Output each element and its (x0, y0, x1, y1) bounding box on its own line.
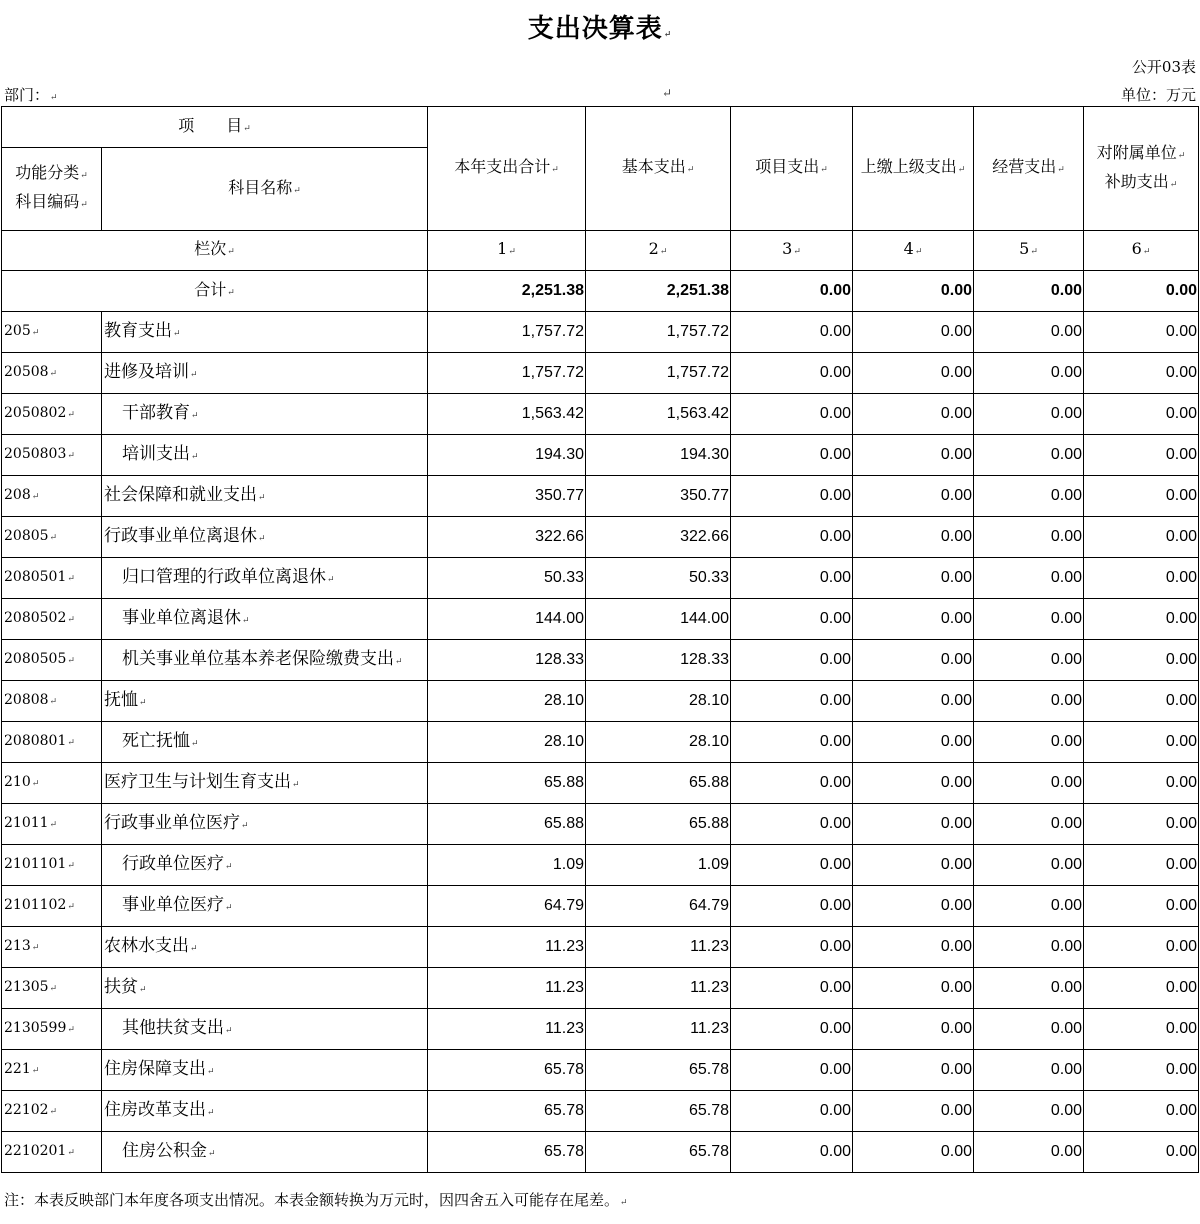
header-col5: 经营支出↵ (974, 107, 1084, 231)
paragraph-mark-icon: ↵ (67, 861, 75, 871)
paragraph-mark-icon: ↵ (327, 574, 335, 585)
total-value: 0.00 (1084, 271, 1199, 312)
row-name: 机关事业单位基本养老保险缴费支出↵ (102, 640, 428, 681)
paragraph-mark-icon: ↵ (242, 615, 250, 626)
row-value-v3: 0.00 (731, 681, 853, 722)
paragraph-mark-icon: ↵ (67, 574, 75, 584)
row-value-v3: 0.00 (731, 722, 853, 763)
paragraph-mark-icon: ↵ (241, 820, 249, 831)
table-row (2, 353, 1199, 394)
table-row (2, 599, 1199, 640)
row-value-v6: 0.00 (1084, 312, 1199, 353)
row-name: 事业单位离退休↵ (102, 599, 428, 640)
row-value-v2: 28.10 (586, 722, 731, 763)
paragraph-mark-icon: ↵ (49, 984, 58, 994)
row-value-v1: 28.10 (428, 681, 586, 722)
row-name: 住房保障支出↵ (102, 1050, 428, 1091)
row-value-v2: 194.30 (586, 435, 731, 476)
row-value-v5: 0.00 (974, 1091, 1084, 1132)
row-name: 死亡抚恤↵ (102, 722, 428, 763)
column-number: 6↵ (1084, 231, 1199, 271)
table-row (2, 927, 1199, 968)
row-value-v2: 1,757.72 (586, 353, 731, 394)
row-value-v2: 11.23 (586, 968, 731, 1009)
row-value-v1: 11.23 (428, 927, 586, 968)
column-number: 4↵ (853, 231, 974, 271)
row-name: 其他扶贫支出↵ (102, 1009, 428, 1050)
paragraph-mark-icon: ↵ (67, 410, 75, 420)
row-value-v5: 0.00 (974, 640, 1084, 681)
paragraph-mark-icon: ↵ (957, 165, 966, 175)
paragraph-mark-icon: ↵ (191, 451, 199, 462)
row-value-v2: 28.10 (586, 681, 731, 722)
row-value-v1: 50.33 (428, 558, 586, 599)
row-value-v2: 65.88 (586, 804, 731, 845)
row-value-v2: 322.66 (586, 517, 731, 558)
paragraph-mark-icon: ↵ (225, 902, 233, 913)
header-col6: 对附属单位↵ 补助支出↵ (1084, 107, 1199, 231)
row-value-v6: 0.00 (1084, 558, 1199, 599)
row-value-v4: 0.00 (853, 394, 974, 435)
row-value-v3: 0.00 (731, 599, 853, 640)
paragraph-mark-icon: ↵ (914, 247, 923, 257)
paragraph-mark-icon: ↵ (191, 410, 199, 421)
paragraph-mark-icon: ↵ (49, 369, 58, 379)
column-order-label: 栏次↵ (2, 231, 428, 271)
row-value-v3: 0.00 (731, 640, 853, 681)
row-code: 2101102↵ (2, 886, 102, 927)
row-value-v2: 1.09 (586, 845, 731, 886)
table-row (2, 1091, 1199, 1132)
total-value: 0.00 (731, 271, 853, 312)
row-value-v3: 0.00 (731, 312, 853, 353)
paragraph-mark-icon: ↵ (49, 820, 58, 830)
paragraph-mark-icon: ↵ (1057, 165, 1065, 175)
row-code: 210↵ (2, 763, 102, 804)
row-value-v1: 65.78 (428, 1132, 586, 1173)
row-value-v4: 0.00 (853, 927, 974, 968)
row-value-v3: 0.00 (731, 1132, 853, 1173)
row-name: 扶贫↵ (102, 968, 428, 1009)
paragraph-mark-icon: ↵ (293, 185, 301, 196)
row-value-v5: 0.00 (974, 968, 1084, 1009)
table-row (2, 968, 1199, 1009)
paragraph-mark-icon: ↵ (67, 1025, 75, 1035)
row-code: 2130599↵ (2, 1009, 102, 1050)
row-value-v2: 350.77 (586, 476, 731, 517)
paragraph-mark-icon: ↵ (49, 533, 58, 543)
row-value-v1: 65.88 (428, 804, 586, 845)
row-value-v4: 0.00 (853, 1009, 974, 1050)
row-name: 医疗卫生与计划生育支出↵ (102, 763, 428, 804)
paragraph-mark-icon: ↵ (620, 1198, 628, 1208)
row-code: 20805↵ (2, 517, 102, 558)
row-value-v4: 0.00 (853, 312, 974, 353)
row-value-v4: 0.00 (853, 517, 974, 558)
row-value-v5: 0.00 (974, 804, 1084, 845)
table-row (2, 394, 1199, 435)
row-value-v6: 0.00 (1084, 804, 1199, 845)
paragraph-mark-icon: ↵ (80, 200, 88, 210)
table-row (2, 558, 1199, 599)
column-number: 1↵ (428, 231, 586, 271)
table-row (2, 845, 1199, 886)
paragraph-mark-icon: ↵ (395, 656, 403, 667)
row-value-v2: 50.33 (586, 558, 731, 599)
row-value-v6: 0.00 (1084, 886, 1199, 927)
row-value-v1: 28.10 (428, 722, 586, 763)
paragraph-mark-icon: ↵ (508, 247, 516, 257)
row-value-v1: 11.23 (428, 968, 586, 1009)
column-number: 5↵ (974, 231, 1084, 271)
row-value-v5: 0.00 (974, 558, 1084, 599)
paragraph-mark-icon: ↵ (227, 247, 235, 257)
row-value-v3: 0.00 (731, 476, 853, 517)
row-value-v2: 1,757.72 (586, 312, 731, 353)
expenditure-table (1, 106, 1199, 1173)
row-value-v5: 0.00 (974, 1050, 1084, 1091)
row-value-v6: 0.00 (1084, 476, 1199, 517)
header-col1: 本年支出合计↵ (428, 107, 586, 231)
paragraph-mark-icon: ↵ (1169, 179, 1178, 190)
row-value-v1: 194.30 (428, 435, 586, 476)
row-value-v1: 1,757.72 (428, 353, 586, 394)
row-value-v6: 0.00 (1084, 435, 1199, 476)
row-name: 住房公积金↵ (102, 1132, 428, 1173)
row-value-v1: 1,757.72 (428, 312, 586, 353)
row-value-v2: 1,563.42 (586, 394, 731, 435)
paragraph-mark-icon: ↵ (67, 738, 75, 748)
row-value-v4: 0.00 (853, 886, 974, 927)
paragraph-mark-icon: ↵ (1030, 247, 1038, 257)
row-value-v4: 0.00 (853, 968, 974, 1009)
row-value-v6: 0.00 (1084, 927, 1199, 968)
table-row (2, 886, 1199, 927)
row-value-v2: 65.78 (586, 1091, 731, 1132)
row-value-v6: 0.00 (1084, 845, 1199, 886)
paragraph-mark-icon: ↵ (1142, 247, 1151, 257)
row-value-v4: 0.00 (853, 558, 974, 599)
row-value-v5: 0.00 (974, 886, 1084, 927)
page-title: 支出决算表↵ (527, 14, 673, 44)
paragraph-mark-icon: ↵ (67, 1148, 75, 1158)
row-value-v6: 0.00 (1084, 1009, 1199, 1050)
row-value-v2: 128.33 (586, 640, 731, 681)
paragraph-mark-icon: ↵ (67, 615, 75, 625)
row-name: 进修及培训↵ (102, 353, 428, 394)
row-value-v6: 0.00 (1084, 968, 1199, 1009)
paragraph-mark-icon: ↵ (31, 328, 40, 338)
total-row (2, 271, 1199, 312)
row-value-v6: 0.00 (1084, 599, 1199, 640)
table-row (2, 435, 1199, 476)
row-name: 事业单位医疗↵ (102, 886, 428, 927)
column-number: 3↵ (731, 231, 853, 271)
row-value-v5: 0.00 (974, 599, 1084, 640)
row-code: 2080501↵ (2, 558, 102, 599)
row-value-v3: 0.00 (731, 804, 853, 845)
table-row (2, 1050, 1199, 1091)
paragraph-mark-icon: ↵ (50, 93, 58, 103)
paragraph-mark-icon: ↵ (67, 451, 75, 461)
row-value-v3: 0.00 (731, 1009, 853, 1050)
row-value-v4: 0.00 (853, 435, 974, 476)
row-value-v3: 0.00 (731, 1050, 853, 1091)
paragraph-mark-icon: ↵ (67, 902, 75, 912)
row-value-v1: 1,563.42 (428, 394, 586, 435)
row-value-v5: 0.00 (974, 1132, 1084, 1173)
row-value-v6: 0.00 (1084, 1132, 1199, 1173)
row-value-v1: 128.33 (428, 640, 586, 681)
row-value-v2: 65.88 (586, 763, 731, 804)
row-name: 行政单位医疗↵ (102, 845, 428, 886)
row-value-v5: 0.00 (974, 517, 1084, 558)
row-value-v6: 0.00 (1084, 1091, 1199, 1132)
row-code: 2101101↵ (2, 845, 102, 886)
paragraph-mark-icon: ↵ (208, 1148, 216, 1159)
row-value-v1: 64.79 (428, 886, 586, 927)
row-code: 2080502↵ (2, 599, 102, 640)
paragraph-mark-icon: ↵ (686, 165, 695, 175)
header-col2: 基本支出↵ (586, 107, 731, 231)
paragraph-mark-icon: ↵ (663, 30, 673, 40)
row-value-v5: 0.00 (974, 435, 1084, 476)
row-value-v2: 65.78 (586, 1132, 731, 1173)
row-value-v5: 0.00 (974, 681, 1084, 722)
paragraph-mark-icon: ↵ (173, 328, 181, 339)
row-value-v6: 0.00 (1084, 681, 1199, 722)
paragraph-mark-icon: ↵ (258, 492, 266, 503)
row-name: 住房改革支出↵ (102, 1091, 428, 1132)
table-number: 公开03表 (1131, 58, 1196, 76)
paragraph-mark-icon: ↵ (793, 247, 801, 257)
row-value-v1: 1.09 (428, 845, 586, 886)
row-value-v1: 144.00 (428, 599, 586, 640)
row-name: 农林水支出↵ (102, 927, 428, 968)
table-row (2, 722, 1199, 763)
row-value-v4: 0.00 (853, 599, 974, 640)
table-row (2, 1132, 1199, 1173)
row-value-v6: 0.00 (1084, 394, 1199, 435)
row-value-v4: 0.00 (853, 1091, 974, 1132)
paragraph-mark-icon: ↵ (207, 1066, 215, 1077)
row-code: 2210201↵ (2, 1132, 102, 1173)
row-code: 2050802↵ (2, 394, 102, 435)
paragraph-mark-icon: ↵ (659, 247, 668, 257)
row-value-v4: 0.00 (853, 804, 974, 845)
table-row (2, 681, 1199, 722)
row-value-v3: 0.00 (731, 1091, 853, 1132)
row-value-v3: 0.00 (731, 517, 853, 558)
row-name: 行政事业单位离退休↵ (102, 517, 428, 558)
row-value-v6: 0.00 (1084, 640, 1199, 681)
row-name: 抚恤↵ (102, 681, 428, 722)
unit-label: 单位：万元 (1120, 86, 1196, 104)
total-value: 0.00 (974, 271, 1084, 312)
row-value-v3: 0.00 (731, 353, 853, 394)
paragraph-mark-icon: ↵ (243, 123, 251, 134)
paragraph-mark-icon: ↵ (139, 697, 147, 708)
table-row (2, 312, 1199, 353)
department-label: 部门：↵ (4, 86, 58, 104)
paragraph-mark-icon: ↵ (820, 165, 828, 175)
row-value-v5: 0.00 (974, 722, 1084, 763)
row-name: 教育支出↵ (102, 312, 428, 353)
row-value-v3: 0.00 (731, 394, 853, 435)
row-value-v3: 0.00 (731, 558, 853, 599)
paragraph-mark-icon: ↵ (292, 779, 300, 790)
row-value-v6: 0.00 (1084, 763, 1199, 804)
total-value: 2,251.38 (586, 271, 731, 312)
row-value-v3: 0.00 (731, 886, 853, 927)
row-value-v1: 65.78 (428, 1091, 586, 1132)
row-value-v2: 65.78 (586, 1050, 731, 1091)
row-code: 205↵ (2, 312, 102, 353)
total-value: 2,251.38 (428, 271, 586, 312)
header-func-code: 功能分类↵ 科目编码↵ (2, 148, 102, 231)
paragraph-mark-icon: ↵ (227, 287, 235, 298)
row-value-v6: 0.00 (1084, 722, 1199, 763)
header-subject-name: 科目名称↵ (102, 148, 428, 231)
row-value-v6: 0.00 (1084, 517, 1199, 558)
paragraph-mark-icon: ↵ (1177, 150, 1186, 161)
header-item: 项 目↵ (2, 107, 428, 148)
row-value-v4: 0.00 (853, 681, 974, 722)
paragraph-mark-icon: ↵ (191, 738, 199, 749)
table-row (2, 517, 1199, 558)
row-value-v4: 0.00 (853, 1050, 974, 1091)
paragraph-mark-icon: ↵ (225, 861, 233, 872)
row-code: 2080801↵ (2, 722, 102, 763)
row-value-v1: 322.66 (428, 517, 586, 558)
row-code: 2080505↵ (2, 640, 102, 681)
row-value-v5: 0.00 (974, 845, 1084, 886)
row-value-v4: 0.00 (853, 476, 974, 517)
row-value-v2: 11.23 (586, 1009, 731, 1050)
row-value-v1: 350.77 (428, 476, 586, 517)
row-name: 干部教育↵ (102, 394, 428, 435)
footnote: 注：本表反映部门本年度各项支出情况。本表金额转换为万元时，因四舍五入可能存在尾差。↵ (4, 1191, 628, 1209)
row-value-v3: 0.00 (731, 845, 853, 886)
paragraph-mark-icon: ↵ (225, 1025, 233, 1036)
row-value-v2: 144.00 (586, 599, 731, 640)
table-row (2, 640, 1199, 681)
row-value-v3: 0.00 (731, 763, 853, 804)
row-value-v3: 0.00 (731, 968, 853, 1009)
row-value-v4: 0.00 (853, 1132, 974, 1173)
paragraph-mark-icon: ↵ (190, 369, 198, 380)
paragraph-mark-icon: ↵ (49, 1107, 58, 1117)
row-value-v5: 0.00 (974, 1009, 1084, 1050)
paragraph-mark-icon: ↵ (80, 171, 88, 181)
paragraph-mark-icon: ↵ (190, 943, 198, 954)
paragraph-mark-icon: ↵ (49, 697, 58, 707)
row-code: 22102↵ (2, 1091, 102, 1132)
row-value-v4: 0.00 (853, 763, 974, 804)
table-row (2, 763, 1199, 804)
row-code: 21305↵ (2, 968, 102, 1009)
row-value-v5: 0.00 (974, 353, 1084, 394)
paragraph-mark-icon: ↵ (31, 779, 40, 789)
paragraph-mark-icon: ↵ (207, 1107, 215, 1118)
row-value-v3: 0.00 (731, 927, 853, 968)
row-name: 归口管理的行政单位离退休↵ (102, 558, 428, 599)
row-code: 208↵ (2, 476, 102, 517)
paragraph-mark-icon: ↵ (258, 533, 266, 544)
table-row (2, 476, 1199, 517)
row-code: 2050803↵ (2, 435, 102, 476)
row-value-v5: 0.00 (974, 394, 1084, 435)
row-value-v5: 0.00 (974, 763, 1084, 804)
row-code: 20508↵ (2, 353, 102, 394)
paragraph-mark-icon: ↵ (551, 165, 559, 175)
row-value-v6: 0.00 (1084, 353, 1199, 394)
row-name: 培训支出↵ (102, 435, 428, 476)
total-value: 0.00 (853, 271, 974, 312)
row-code: 21011↵ (2, 804, 102, 845)
table-row (2, 804, 1199, 845)
row-value-v5: 0.00 (974, 476, 1084, 517)
row-value-v3: 0.00 (731, 435, 853, 476)
table-row (2, 1009, 1199, 1050)
header-col3: 项目支出↵ (731, 107, 853, 231)
header-col4: 上缴上级支出↵ (853, 107, 974, 231)
paragraph-mark-icon: ↵ (31, 943, 40, 953)
row-value-v1: 11.23 (428, 1009, 586, 1050)
paragraph-mark-icon: ↵ (31, 1066, 40, 1076)
row-value-v4: 0.00 (853, 722, 974, 763)
row-code: 213↵ (2, 927, 102, 968)
row-value-v1: 65.78 (428, 1050, 586, 1091)
column-number: 2↵ (586, 231, 731, 271)
row-name: 社会保障和就业支出↵ (102, 476, 428, 517)
row-value-v6: 0.00 (1084, 1050, 1199, 1091)
row-code: 20808↵ (2, 681, 102, 722)
row-value-v2: 64.79 (586, 886, 731, 927)
row-value-v2: 11.23 (586, 927, 731, 968)
row-value-v1: 65.88 (428, 763, 586, 804)
paragraph-mark-icon: ↵ (67, 656, 75, 666)
paragraph-mark-icon: ↵ (139, 984, 147, 995)
paragraph-mark-icon: ↵ (662, 86, 673, 100)
row-value-v5: 0.00 (974, 312, 1084, 353)
row-value-v4: 0.00 (853, 640, 974, 681)
row-value-v4: 0.00 (853, 845, 974, 886)
row-value-v4: 0.00 (853, 353, 974, 394)
row-name: 行政事业单位医疗↵ (102, 804, 428, 845)
paragraph-mark-icon: ↵ (31, 492, 40, 502)
row-code: 221↵ (2, 1050, 102, 1091)
total-label: 合计↵ (2, 271, 428, 312)
row-value-v5: 0.00 (974, 927, 1084, 968)
